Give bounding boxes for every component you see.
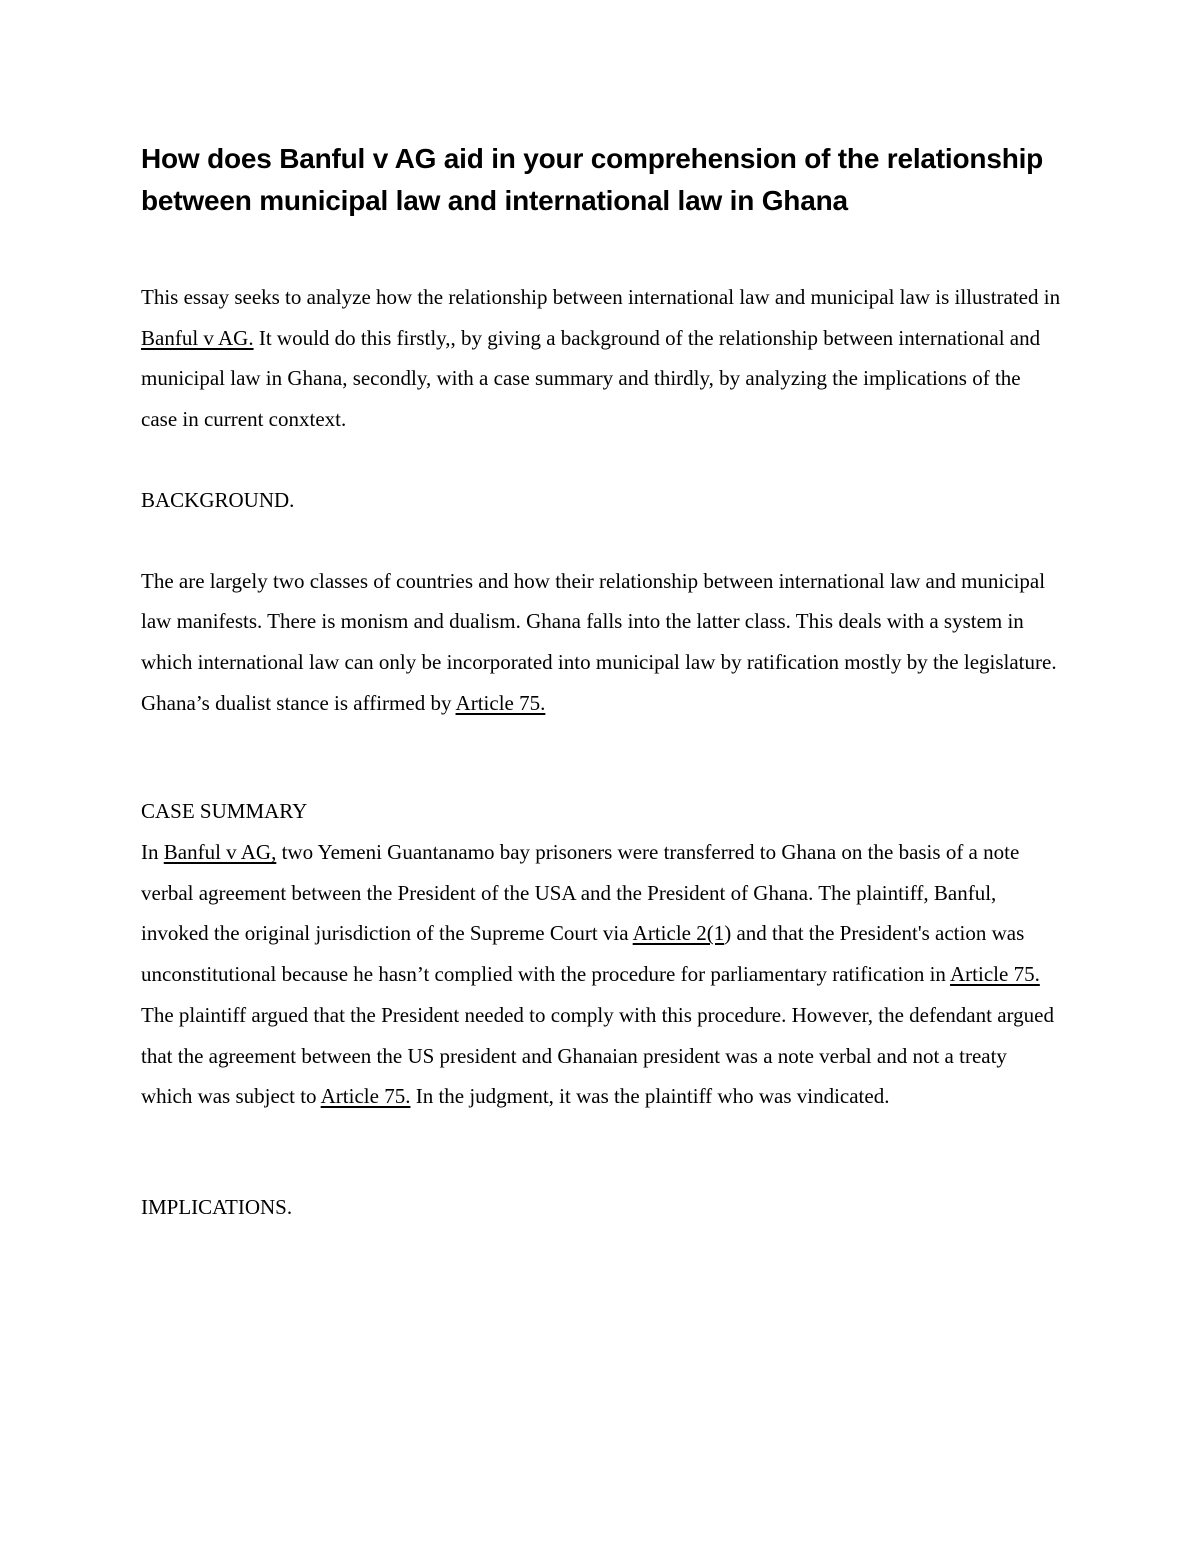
case-text-1: In [141, 840, 164, 865]
case-text-2: two Yemeni Guantanamo bay prisoners were transferred to Ghana on the basis of a note verbal agreement between the President of the USA and the President of Ghana. The plaintiff, Banful, invoked the original jurisdiction of the Supreme Court via [141, 840, 1020, 946]
background-text: The are largely two classes of countries and how their relationship between international law and municipal law manifests. There is monism and dualism. Ghana falls into the latter class. This deals with a system in which international law can only be incorporated into municipal law by ratification mostly by the legislature. Ghana’s dualist stance is affirmed by [141, 568, 1057, 715]
case-text-3: ) and that the President's action was unconstitutional because he hasn’t complied with the procedure for parliamentary ratification in [141, 921, 1025, 987]
intro-text-2: It would do this firstly,, by giving a background of the relationship between international and municipal law in Ghana, secondly, with a case summary and thirdly, by analyzing the implications of the case in current conxtext. [141, 325, 1041, 432]
case-citation-link[interactable]: Banful v AG, [163, 840, 277, 865]
document-title: How does Banful v AG aid in your comprehension of the relationship between municipal law and international law in Ghana [141, 143, 1044, 216]
article-75-link[interactable]: Article 75. [950, 962, 1040, 987]
intro-paragraph [141, 277, 1061, 440]
article-75-link[interactable]: Article 75. [455, 690, 546, 715]
case-summary-heading: CASE SUMMARY [141, 799, 308, 824]
intro-text-1: This essay seeks to analyze how the relationship between international law and municipal law is illustrated in [141, 285, 1061, 309]
case-citation-link[interactable]: Banful v AG. [141, 325, 254, 350]
case-text-5: In the judgment, it was the plaintiff who was vindicated. [410, 1084, 890, 1109]
case-summary-paragraph [141, 832, 1061, 1117]
document-body [141, 138, 1061, 1228]
article-75-link[interactable]: Article 75. [320, 1084, 411, 1109]
background-paragraph [141, 561, 1061, 724]
background-heading: BACKGROUND. [141, 487, 295, 512]
implications-heading: IMPLICATIONS. [141, 1194, 293, 1219]
article-2-1-link[interactable]: Article 2(1 [632, 921, 725, 946]
case-text-4: The plaintiff argued that the President needed to comply with this procedure. However, the defendant argued that the agreement between the US president and Ghanaian president was a note verbal and not a treaty which was subject to [141, 1002, 1054, 1109]
